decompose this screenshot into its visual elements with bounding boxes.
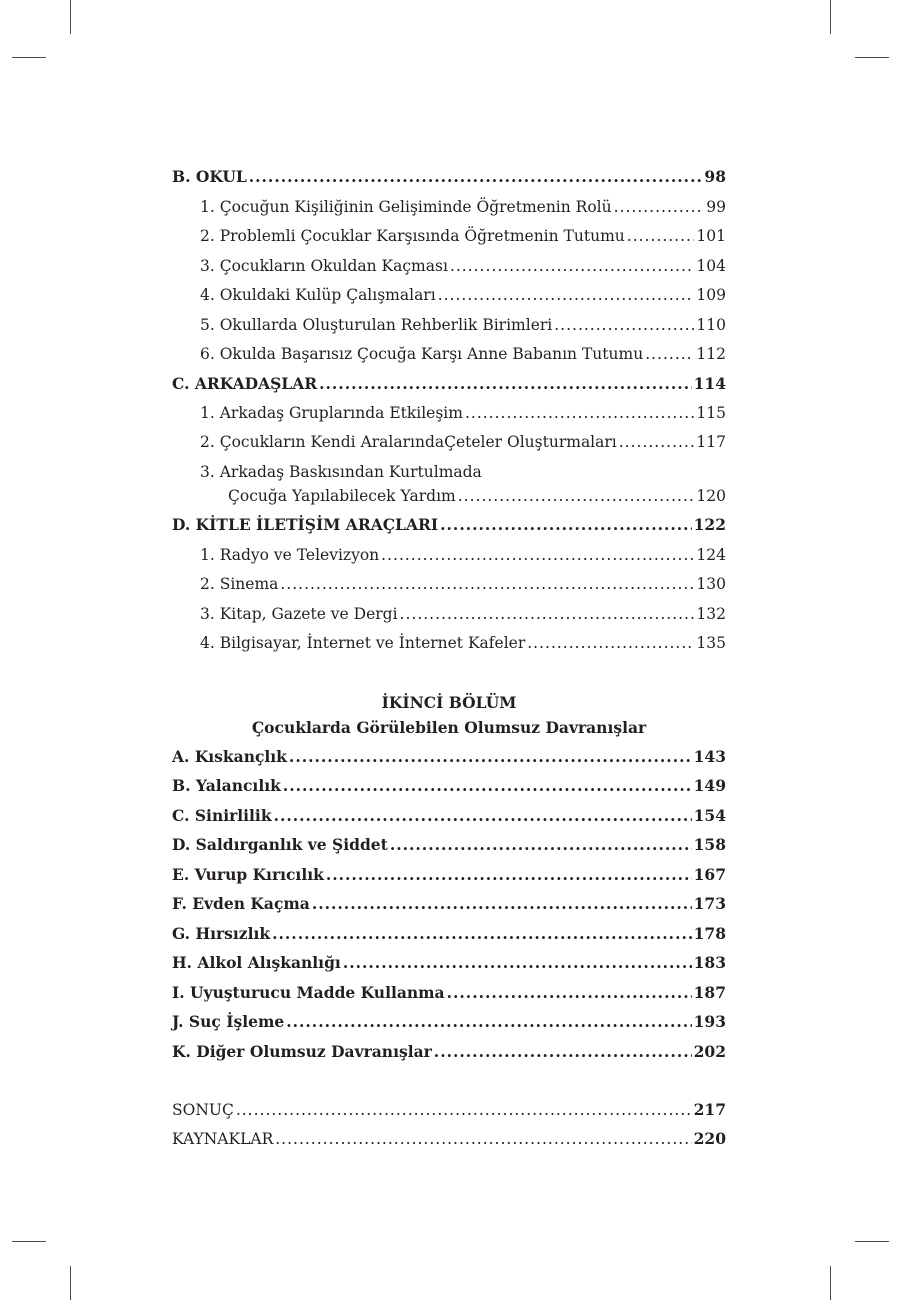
toc-entry[interactable] [200, 285, 726, 305]
entry-page: 183 [693, 953, 726, 972]
leader-dots [390, 835, 692, 855]
crop-mark [855, 57, 889, 58]
toc-entry[interactable] [172, 515, 726, 535]
entry-page: 130 [696, 575, 726, 593]
entry-page: 173 [693, 894, 726, 913]
toc-entry[interactable] [172, 374, 726, 394]
entry-title: 4. Okuldaki Kulüp Çalışmaları [200, 286, 436, 304]
crop-mark [12, 1241, 46, 1242]
toc-entry[interactable] [200, 226, 726, 246]
entry-title: 3. Kitap, Gazete ve Dergi [200, 605, 398, 623]
entry-page: 117 [696, 433, 726, 451]
entry-page: 132 [696, 605, 726, 623]
entry-title: G. Hırsızlık [172, 924, 271, 943]
entry-title: H. Alkol Alışkanlığı [172, 953, 341, 972]
leader-dots [319, 374, 692, 394]
crop-mark [70, 1266, 71, 1300]
toc-entry[interactable] [200, 633, 726, 653]
entry-page: 120 [696, 487, 726, 505]
leader-dots [614, 197, 705, 217]
entry-title: 1. Çocuğun Kişiliğinin Gelişiminde Öğretmenin Rolü [200, 198, 612, 216]
entry-page: 104 [696, 257, 726, 275]
entry-title: J. Suç İşleme [172, 1012, 285, 1031]
entry-page: 193 [693, 1012, 726, 1031]
toc-entry[interactable] [200, 604, 726, 624]
entry-page: 178 [693, 924, 726, 943]
entry-title: 4. Bilgisayar, İnternet ve İnternet Kafeler [200, 634, 526, 652]
toc-entry[interactable] [200, 432, 726, 452]
entry-title: E. Vurup Kırıcılık [172, 865, 324, 884]
entry-title: SONUÇ [172, 1101, 234, 1119]
toc-entry[interactable] [172, 953, 726, 973]
entry-title: C. Sinirlilik [172, 806, 272, 825]
entry-page: 217 [693, 1100, 726, 1119]
toc-entry[interactable] [200, 315, 726, 335]
toc-entry[interactable] [200, 574, 726, 594]
toc-entry[interactable] [172, 865, 726, 885]
toc-entry[interactable] [172, 167, 726, 187]
entry-page: 158 [693, 835, 726, 854]
entry-title: 2. Sinema [200, 575, 279, 593]
toc-entry[interactable] [172, 835, 726, 855]
leader-dots [447, 983, 692, 1003]
crop-mark [70, 0, 71, 34]
entry-page: 143 [693, 747, 726, 766]
toc-entry[interactable] [172, 1042, 726, 1062]
leader-dots [274, 806, 692, 826]
toc-entry[interactable] [200, 344, 726, 364]
toc-entry[interactable] [228, 486, 726, 506]
entry-title: 1. Arkadaş Gruplarında Etkileşim [200, 404, 463, 422]
entry-page: 110 [696, 316, 726, 334]
crop-mark [855, 1241, 889, 1242]
entry-page: 109 [696, 286, 726, 304]
entry-page: 112 [696, 345, 726, 363]
toc-entry[interactable] [200, 545, 726, 565]
entry-page: 99 [706, 198, 726, 216]
entry-title: 2. Problemli Çocuklar Karşısında Öğretmenin Tutumu [200, 227, 625, 245]
entry-page: 202 [693, 1042, 726, 1061]
leader-dots [312, 894, 692, 914]
entry-title: 5. Okullarda Oluşturulan Rehberlik Birimleri [200, 316, 553, 334]
entry-page: 98 [704, 167, 726, 186]
toc-entry[interactable] [172, 983, 726, 1003]
entry-title: I. Uyuşturucu Madde Kullanma [172, 983, 445, 1002]
entry-page: 167 [693, 865, 726, 884]
entry-title: Çocuğa Yapılabilecek Yardım [228, 487, 456, 505]
leader-dots [283, 776, 692, 796]
part-heading: İKİNCİ BÖLÜM [381, 693, 517, 712]
crop-mark [830, 0, 831, 34]
leader-dots [343, 953, 692, 973]
entry-title: D. KİTLE İLETİŞİM ARAÇLARI [172, 515, 439, 534]
toc-entry[interactable] [172, 1012, 726, 1032]
leader-dots [272, 924, 692, 944]
toc-entry[interactable] [172, 806, 726, 826]
entry-page: 220 [693, 1129, 726, 1148]
entry-page: 115 [696, 404, 726, 422]
leader-dots [381, 545, 694, 565]
leader-dots [275, 1129, 691, 1149]
entry-title: KAYNAKLAR [172, 1130, 274, 1148]
toc-entry[interactable] [172, 924, 726, 944]
leader-dots [249, 167, 703, 187]
toc-entry[interactable] [200, 403, 726, 423]
toc-entry[interactable] [172, 747, 726, 767]
leader-dots [458, 486, 695, 506]
leader-dots [326, 865, 692, 885]
entry-title: 6. Okulda Başarısız Çocuğa Karşı Anne Babanın Tutumu [200, 345, 644, 363]
entry-title: K. Diğer Olumsuz Davranışlar [172, 1042, 432, 1061]
part-subheading: Çocuklarda Görülebilen Olumsuz Davranışlar [251, 718, 647, 737]
toc-entry[interactable] [172, 776, 726, 796]
entry-title: D. Saldırganlık ve Şiddet [172, 835, 388, 854]
toc-entry[interactable] [172, 1129, 726, 1149]
entry-title: B. Yalancılık [172, 776, 281, 795]
leader-dots [554, 315, 694, 335]
leader-dots [465, 403, 694, 423]
entry-page: 154 [693, 806, 726, 825]
entry-title: 1. Radyo ve Televizyon [200, 546, 380, 564]
entry-page: 101 [696, 227, 726, 245]
entry-title: A. Kıskançlık [172, 747, 287, 766]
entry-title: 3. Arkadaş Baskısından Kurtulmada [200, 463, 482, 481]
leader-dots [286, 1012, 691, 1032]
entry-title: C. ARKADAŞLAR [172, 374, 318, 393]
entry-page: 114 [693, 374, 726, 393]
toc-entry[interactable] [200, 462, 726, 482]
entry-page: 122 [693, 515, 726, 534]
entry-page: 149 [693, 776, 726, 795]
leader-dots [627, 226, 695, 246]
leader-dots [280, 574, 694, 594]
crop-mark [12, 57, 46, 58]
entry-page: 187 [693, 983, 726, 1002]
toc-entry[interactable] [200, 256, 726, 276]
leader-dots [645, 344, 694, 364]
leader-dots [438, 285, 695, 305]
entry-title: 2. Çocukların Kendi AralarındaÇeteler Oluşturmaları [200, 433, 617, 451]
leader-dots [289, 747, 692, 767]
toc-entry[interactable] [172, 894, 726, 914]
toc-entry[interactable] [200, 197, 726, 217]
leader-dots [450, 256, 695, 276]
leader-dots [236, 1100, 692, 1120]
leader-dots [527, 633, 694, 653]
entry-title: 3. Çocukların Okuldan Kaçması [200, 257, 448, 275]
leader-dots [440, 515, 692, 535]
entry-page: 124 [696, 546, 726, 564]
entry-title: F. Evden Kaçma [172, 894, 310, 913]
entry-page: 135 [696, 634, 726, 652]
leader-dots [434, 1042, 692, 1062]
leader-dots [400, 604, 695, 624]
entry-title: B. OKUL [172, 167, 247, 186]
toc-entry[interactable] [172, 1100, 726, 1120]
crop-mark [830, 1266, 831, 1300]
leader-dots [619, 432, 695, 452]
